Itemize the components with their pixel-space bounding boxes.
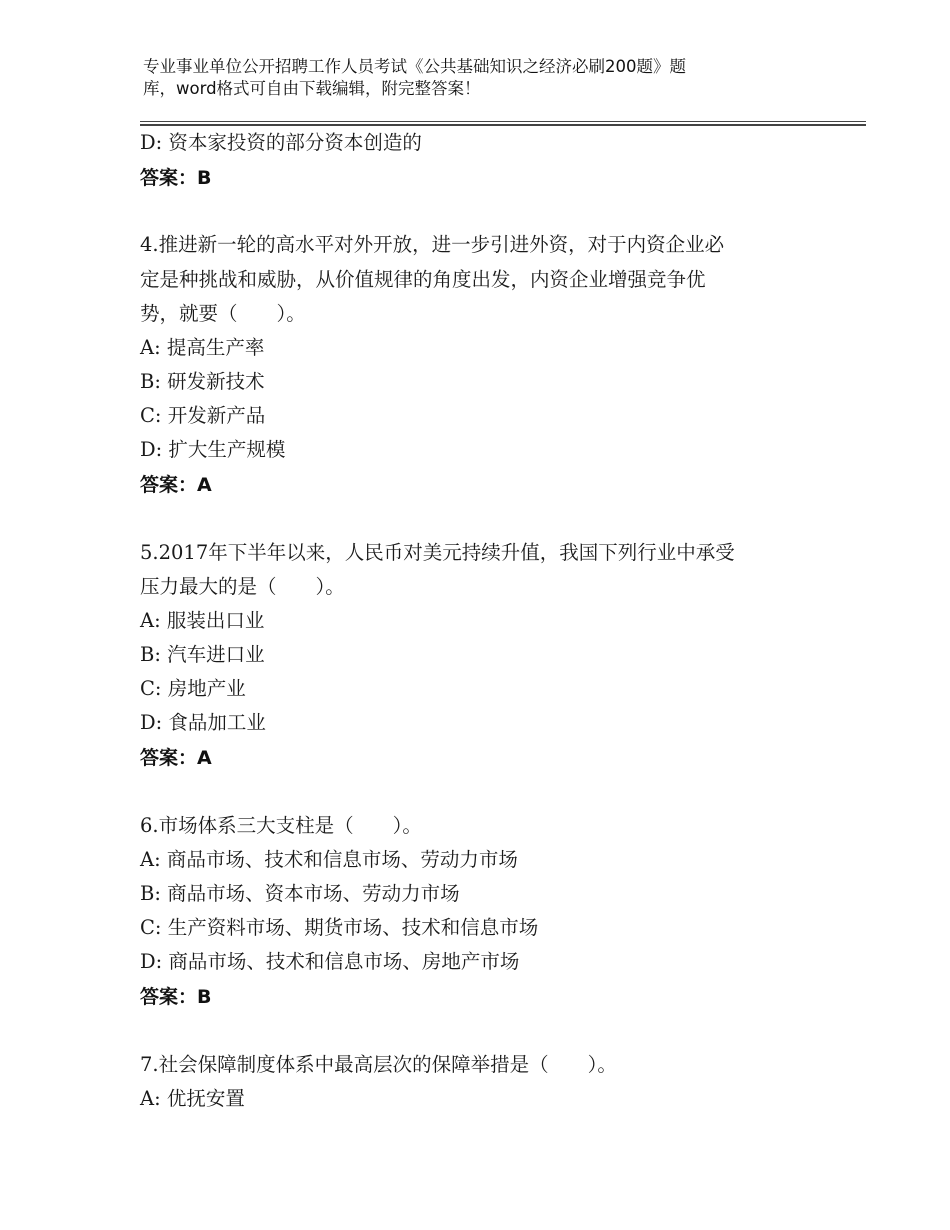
q6-option-d: D: 商品市场、技术和信息市场、房地产市场 [140, 950, 520, 973]
q5-stem-line-2: 压力最大的是（ ）。 [140, 575, 345, 598]
q4-stem-line-3: 势，就要（ ）。 [140, 302, 306, 325]
q7-stem-line-1: 7.社会保障制度体系中最高层次的保障举措是（ ）。 [140, 1053, 617, 1076]
q6-option-b: B: 商品市场、资本市场、劳动力市场 [140, 882, 460, 905]
header-divider-thick [140, 124, 866, 126]
q7-option-a: A: 优抚安置 [140, 1087, 245, 1110]
header-divider-thin [140, 121, 866, 122]
q4-option-a: A: 提高生产率 [140, 336, 265, 359]
q6-stem-line-1: 6.市场体系三大支柱是（ ）。 [140, 814, 422, 837]
q6-option-a: A: 商品市场、技术和信息市场、劳动力市场 [140, 848, 518, 871]
header-title-line-1: 专业事业单位公开招聘工作人员考试《公共基础知识之经济必刷200题》题 [143, 57, 686, 76]
q5-stem-line-1: 5.2017年下半年以来，人民币对美元持续升值，我国下列行业中承受 [140, 541, 735, 564]
q4-option-c: C: 开发新产品 [140, 404, 266, 427]
q5-option-d: D: 食品加工业 [140, 711, 266, 734]
header-title-line-2: 库，word格式可自由下载编辑，附完整答案！ [143, 79, 481, 98]
document-header [143, 56, 793, 100]
q6-answer: 答案：B [140, 986, 212, 1008]
q6-option-c: C: 生产资料市场、期货市场、技术和信息市场 [140, 916, 539, 939]
q4-option-b: B: 研发新技术 [140, 370, 265, 393]
q3-answer: 答案：B [140, 167, 212, 189]
q5-option-c: C: 房地产业 [140, 677, 246, 700]
q5-answer: 答案：A [140, 747, 212, 769]
q4-stem-line-1: 4.推进新一轮的高水平对外开放，进一步引进外资，对于内资企业必 [140, 233, 725, 256]
q5-option-b: B: 汽车进口业 [140, 643, 265, 666]
q4-stem-line-2: 定是种挑战和威胁，从价值规律的角度出发，内资企业增强竞争优 [140, 268, 706, 291]
q5-option-a: A: 服装出口业 [140, 609, 265, 632]
q3-option-d: D: 资本家投资的部分资本创造的 [140, 131, 422, 154]
q4-answer: 答案：A [140, 474, 212, 496]
q4-option-d: D: 扩大生产规模 [140, 438, 286, 461]
